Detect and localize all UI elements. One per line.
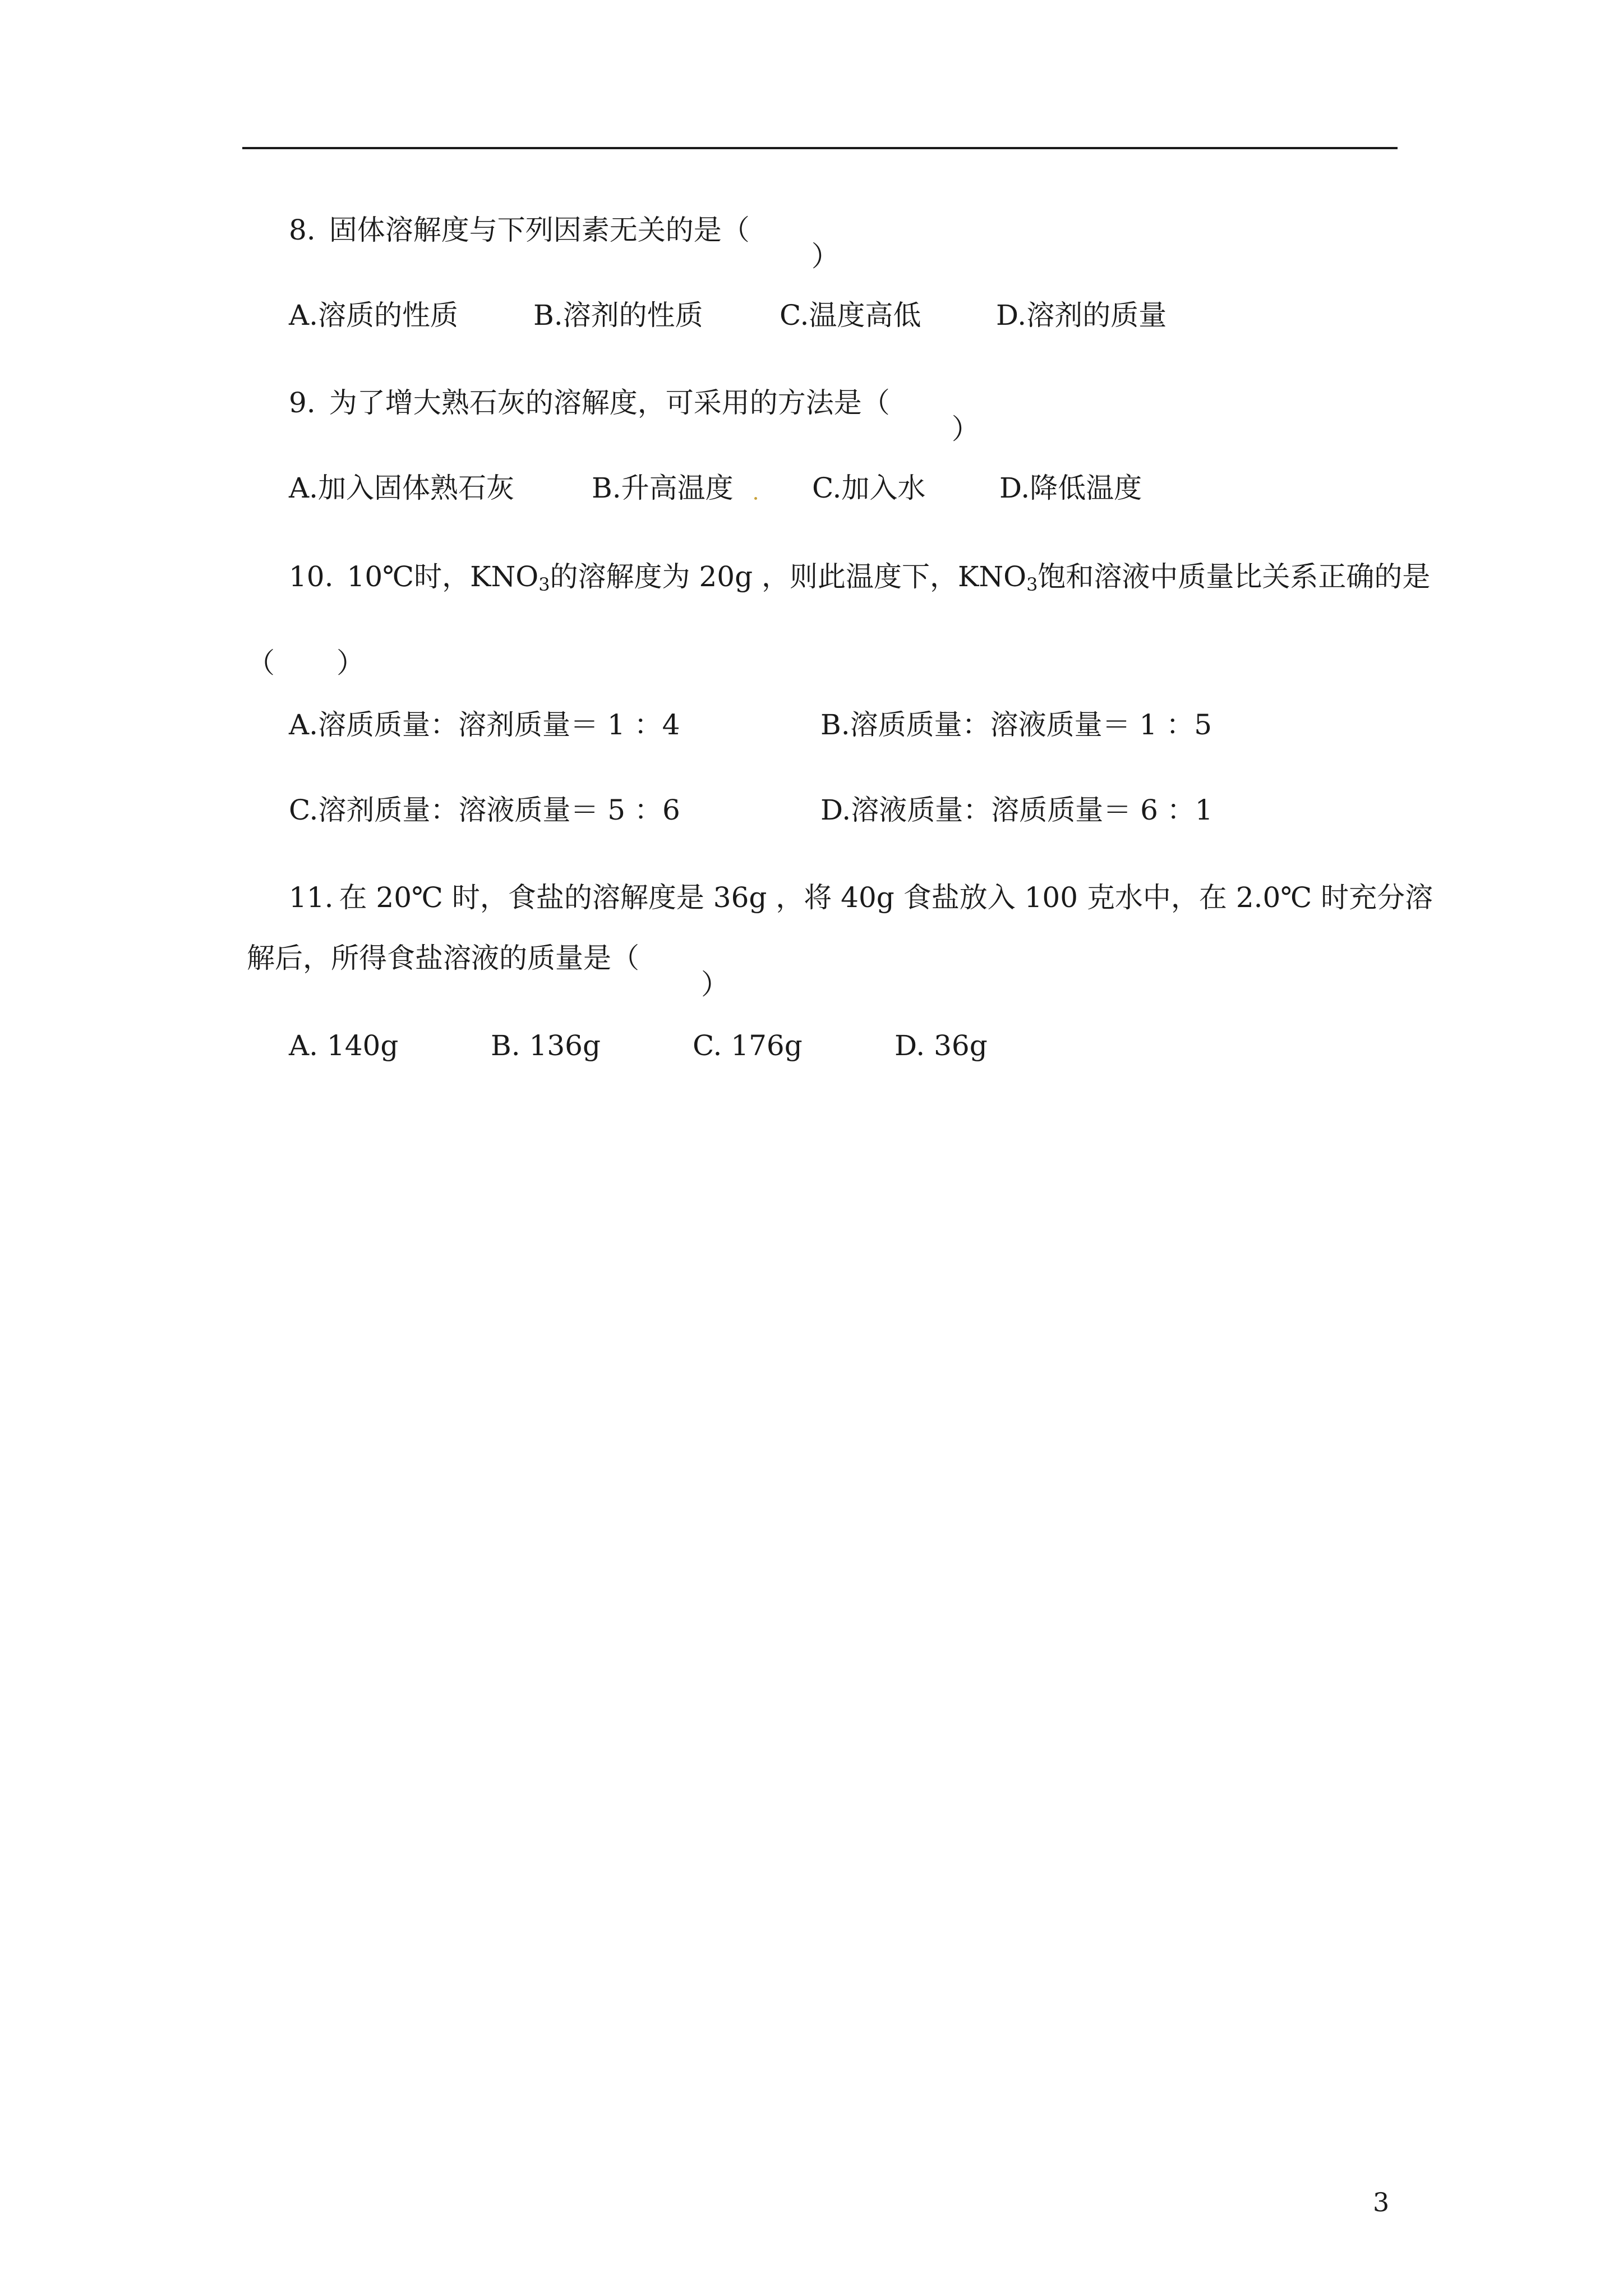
question-11-stem — [289, 881, 1433, 914]
question-10-options-row1 — [289, 708, 1354, 742]
option-a: A.溶质的性质 — [289, 299, 459, 332]
option-b: B.溶质质量：溶液质量＝ 1 ：5 — [820, 708, 1212, 741]
question-11-stem-continued: 解后，所得食盐溶液的质量是（ ） — [247, 942, 729, 1001]
option-d: D.降低温度 — [999, 472, 1142, 504]
option-b: B.溶剂的性质 — [533, 299, 703, 332]
option-c: C. 176g — [693, 1029, 803, 1062]
question-10-options-row2 — [289, 793, 1354, 827]
question-number: 10. — [289, 560, 334, 593]
option-c: C.溶剂质量：溶液质量＝ 5 ：6 — [289, 794, 680, 826]
option-c: C.温度高低 — [780, 299, 921, 332]
question-9-options — [289, 471, 1354, 505]
question-text-part: 的溶解度为 20g ，则此温度下，KNO — [550, 560, 1027, 593]
question-11-options — [289, 1029, 1354, 1062]
question-number: 9. — [289, 386, 316, 419]
option-d: D.溶剂的质量 — [996, 299, 1167, 332]
option-a: A. 140g — [289, 1029, 399, 1062]
question-text-part: 10℃时，KNO — [347, 560, 539, 593]
subscript: 3 — [1026, 574, 1038, 595]
option-c: C.加入水 — [812, 472, 926, 504]
question-8-options — [289, 298, 1354, 332]
question-number: 11. — [289, 881, 334, 914]
question-text: 在 20℃ 时，食盐的溶解度是 36g ，将 40g 食盐放入 100 克水中，在 2.0℃ 时充分溶 — [339, 881, 1433, 914]
question-text: 固体溶解度与下列因素无关的是（ — [329, 214, 750, 246]
page-number: 3 — [1373, 2187, 1390, 2217]
header-rule — [242, 147, 1398, 149]
stray-dot — [754, 497, 757, 500]
option-a: A.溶质质量：溶剂质量＝ 1 ：4 — [289, 708, 680, 741]
question-10-blank: （ ） — [247, 647, 365, 679]
question-text-part: 饱和溶液中质量比关系正确的是 — [1038, 560, 1431, 593]
question-8-stem: 8. 固体溶解度与下列因素无关的是（ ） — [289, 214, 840, 273]
question-text: 解后，所得食盐溶液的质量是（ — [247, 942, 639, 974]
question-number: 8. — [289, 214, 316, 246]
option-b: B. 136g — [491, 1029, 601, 1062]
subscript: 3 — [538, 574, 550, 595]
option-b: B.升高温度 — [592, 472, 734, 504]
question-10-stem — [289, 560, 1430, 593]
question-9-stem: 9. 为了增大熟石灰的溶解度，可采用的方法是（ ） — [289, 386, 980, 445]
option-a: A.加入固体熟石灰 — [289, 472, 515, 504]
option-d: D. 36g — [895, 1029, 988, 1062]
question-text: 为了增大熟石灰的溶解度，可采用的方法是（ — [329, 386, 890, 419]
option-d: D.溶液质量：溶质质量＝ 6 ：1 — [820, 794, 1213, 826]
